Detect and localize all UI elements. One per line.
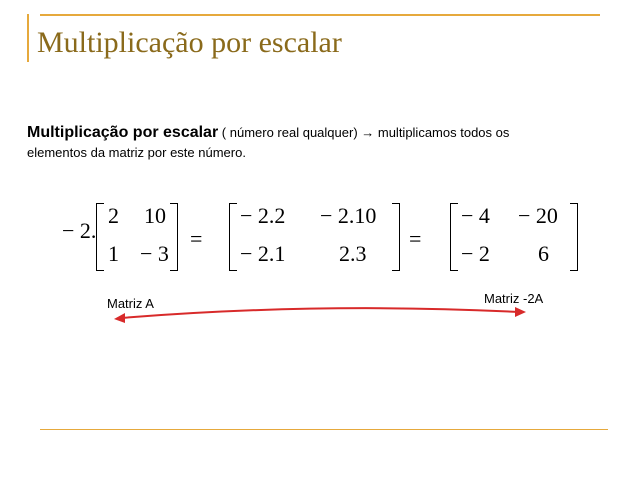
matrix-mid-cell: − 2.2 (240, 203, 286, 228)
matrix-a-label: Matriz A (107, 296, 154, 311)
equals-sign: = (409, 226, 422, 251)
matrix-mid-cell: − 2.10 (320, 203, 377, 228)
matrix-a-cell: − 3 (140, 241, 169, 266)
intro-line-2: elementos da matriz por este número. (27, 145, 246, 160)
matrix-mid-cell: − 2.1 (240, 241, 286, 266)
matrix-result-cell: − 20 (518, 203, 558, 228)
matrix-a-cell: 10 (144, 203, 166, 228)
matrix-result-cell: − 4 (461, 203, 490, 228)
bottom-divider (40, 429, 608, 430)
matrix-result-label: Matriz -2A (484, 291, 544, 306)
intro-rest: ( número real qualquer) → multiplicamos todos os (218, 125, 510, 140)
matrix-a-cell: 1 (108, 241, 119, 266)
scalar: − 2. (62, 218, 97, 243)
equals-sign: = (190, 226, 203, 251)
slide-title: Multiplicação por escalar (37, 26, 342, 59)
intro-bold: Multiplicação por escalar (27, 124, 219, 141)
matrix-result-cell: − 2 (461, 241, 490, 266)
matrix-mid-cell: 2.3 (339, 241, 367, 266)
matrix-a-cell: 2 (108, 203, 119, 228)
matrix-result-cell: 6 (538, 241, 549, 266)
